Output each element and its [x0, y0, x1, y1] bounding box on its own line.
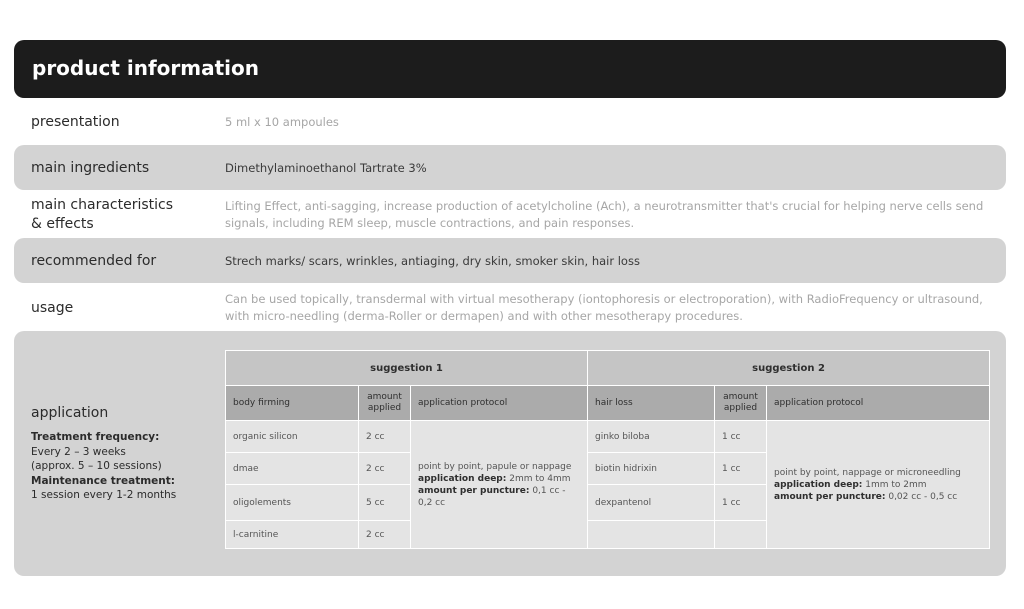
characteristics-label-line2: & effects: [31, 216, 94, 232]
product-information-header: [14, 40, 1006, 98]
s2-item-name: ginko biloba: [588, 421, 715, 453]
s1-item-amount: 2 cc: [359, 521, 411, 549]
s2-item-name: biotin hidrixin: [588, 453, 715, 485]
s1-item-amount: 2 cc: [359, 421, 411, 453]
s2-item-name: dexpantenol: [588, 485, 715, 521]
s1-item-amount: 5 cc: [359, 485, 411, 521]
characteristics-value: Lifting Effect, anti-sagging, increase production of acetylcholine (Ach), a neurotransmitter that's crucial for helping nerve cells send signals, including REM sleep, muscle contractions, and pain responses.: [225, 199, 984, 230]
s2-protocol: point by point, nappage or microneedling application deep: 1mm to 2mm amount per puncture: 0,02 cc - 0,5 cc: [767, 421, 990, 549]
maintenance-title: Maintenance treatment:: [31, 474, 175, 487]
s1-item-name: dmae: [226, 453, 359, 485]
main-ingredients-label: main ingredients: [31, 160, 150, 176]
s2-col-area: hair loss: [588, 386, 715, 421]
application-frequency: [31, 430, 211, 503]
s1-col-area: body firming: [226, 386, 359, 421]
s2-item-amount: 1 cc: [715, 421, 767, 453]
s2-item-amount: 1 cc: [715, 453, 767, 485]
s1-item-name: oligolements: [226, 485, 359, 521]
s2-item-name-empty: [588, 521, 715, 549]
suggestion-1-title: suggestion 1: [226, 351, 588, 386]
main-ingredients-value: Dimethylaminoethanol Tartrate 3%: [225, 161, 427, 175]
characteristics-label: [31, 196, 173, 234]
s1-col-amount: amount applied: [359, 386, 411, 421]
application-label: application: [31, 405, 109, 421]
recommended-label: recommended for: [31, 253, 157, 269]
table-row: [226, 421, 990, 453]
recommended-value: Strech marks/ scars, wrinkles, antiaging, dry skin, smoker skin, hair loss: [225, 254, 640, 268]
s2-item-amount-empty: [715, 521, 767, 549]
frequency-line1: Every 2 – 3 weeks: [31, 445, 126, 458]
presentation-value: 5 ml x 10 ampoules: [225, 115, 339, 129]
maintenance-value: 1 session every 1-2 months: [31, 489, 177, 501]
page-title: product information: [32, 56, 259, 80]
s1-item-amount: 2 cc: [359, 453, 411, 485]
s1-col-protocol: application protocol: [411, 386, 588, 421]
s1-item-name: organic silicon: [226, 421, 359, 453]
s1-protocol: point by point, papule or nappage application deep: 2mm to 4mm amount per puncture: 0,1 cc - 0,2 cc: [411, 421, 588, 549]
suggestion-2-title: suggestion 2: [588, 351, 990, 386]
s2-col-protocol: application protocol: [767, 386, 990, 421]
s1-item-name: l-carnitine: [226, 521, 359, 549]
application-table: [225, 350, 990, 549]
frequency-line2: (approx. 5 – 10 sessions): [31, 460, 162, 472]
presentation-label: presentation: [31, 114, 120, 130]
frequency-title: Treatment frequency:: [31, 431, 160, 443]
usage-value: Can be used topically, transdermal with virtual mesotherapy (iontophoresis or electroporation), with RadioFrequency or ultrasound, with micro-needling (derma-Roller or dermapen) and with other mesotherapy procedures.: [225, 292, 983, 323]
usage-label: usage: [31, 300, 74, 316]
characteristics-label-line1: main characteristics: [31, 197, 174, 213]
s2-item-amount: 1 cc: [715, 485, 767, 521]
s2-col-amount: amount applied: [715, 386, 767, 421]
